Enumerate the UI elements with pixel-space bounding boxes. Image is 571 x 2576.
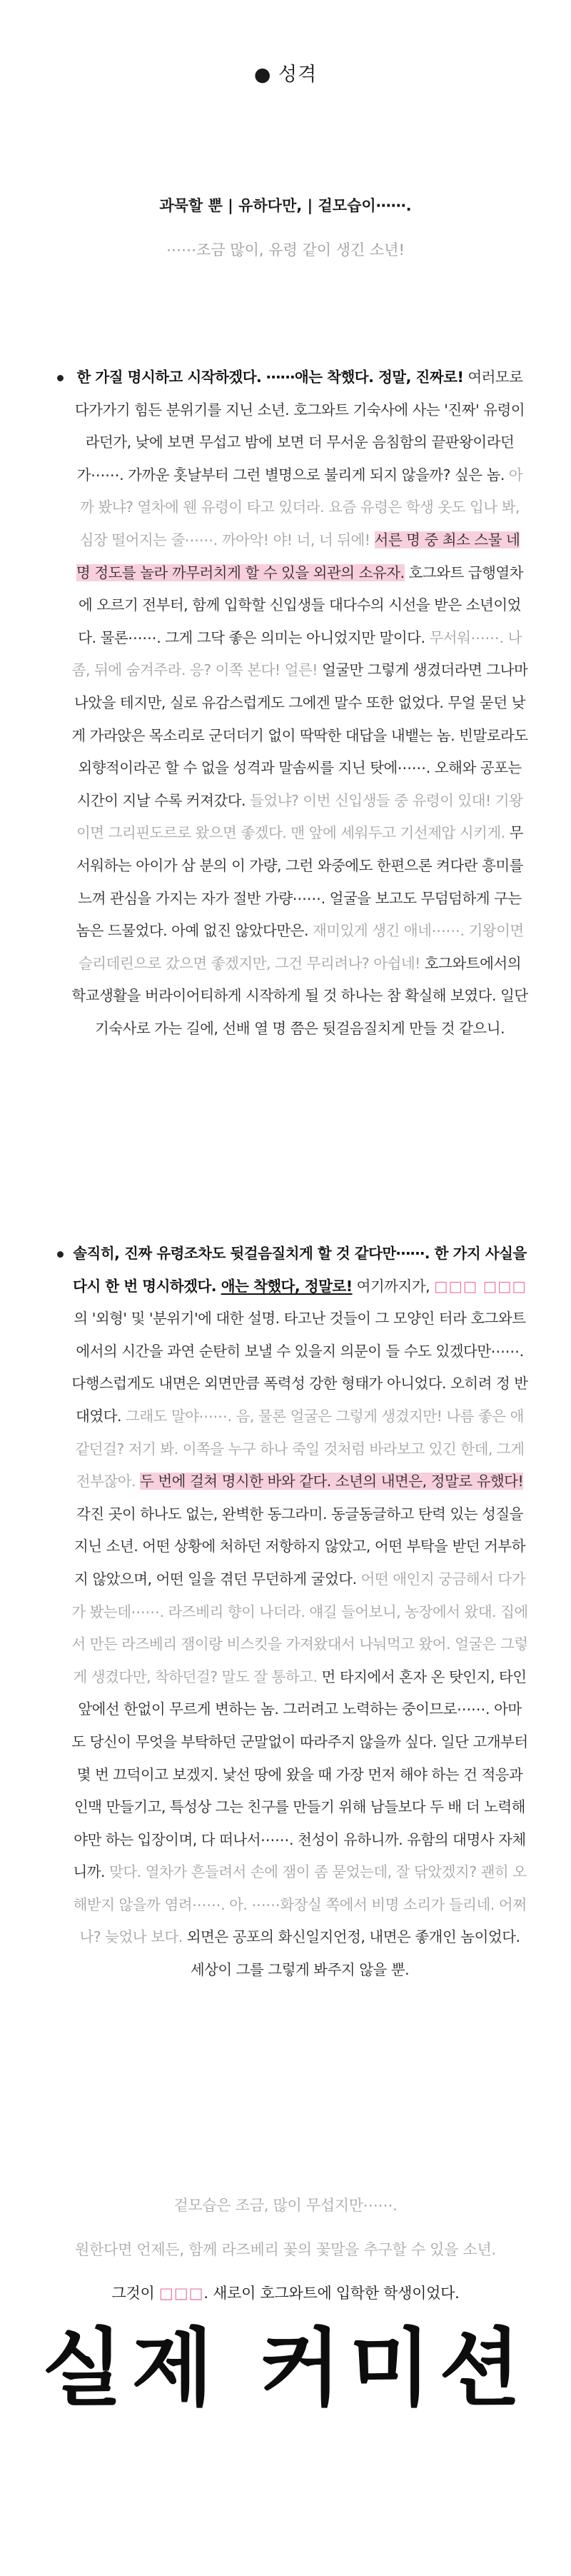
- body-text: 여기까지가,: [352, 1277, 435, 1295]
- closing-text: . 새로이 호그와트에 입학한 학생이었다.: [203, 2285, 460, 2302]
- list-bullet-icon: [57, 1251, 64, 1258]
- section-heading: [0, 59, 571, 86]
- body-text: 호그와트에서의 학교생활을 버라이어티하게 시작하게 될 것 하나는 참 확실해 보였다. 일단 기숙사로 가는 길에, 선배 열 명 쯤은 뒷걸음질치게 만들 것 같으니.: [71, 954, 528, 1037]
- closing-text: 그것이: [111, 2285, 159, 2302]
- heading-title: 성격: [278, 64, 318, 86]
- list-bullet-icon: [57, 375, 64, 381]
- gray-dialogue: 어떤 애인지 궁금해서 다가가 봤는데⋯⋯. 라즈베리 향이 나더라. 얘길 들어보니, 농장에서 왔대. 집에서 만든 라즈베리 잼이랑 비스킷을 가져왔대서 나눠먹고 왔어. 얼굴은 그렇게 생겼다만, 착하던걸? 말도 잘 통하고.: [71, 1570, 528, 1685]
- paragraph-text: [71, 1245, 527, 1978]
- body-text: 아마도 당신이 무엇을 부탁하던 군말없이 따라주지 않을까 싶다.: [71, 1700, 522, 1750]
- gray-dialogue: 들었냐? 이번 신입생들 중 유령이 있대! 기왕이면 그리핀도르로 왔으면 좋겠다. 맨 앞에 세워두고 기선제압 시키게.: [76, 791, 523, 842]
- body-text: 무서워하는 아이가 삼 분의 이 가량, 그런 와중에도 한편으론 켜다란 흥미를 느껴 관심을 가지는 자가 절반 가량⋯⋯. 얼굴을 보고도 무덤덤하게 구는 놈은 드물었다. 아예 없진 않았다만은.: [76, 824, 523, 940]
- paragraph-text: [71, 369, 527, 1037]
- body-text: 호그와트 급행열차에 오르기 전부터, 함께 입학할 신입생들 대다수의 시선을 받은 소년이었다. 물론⋯⋯. 그게 그닥 좋은 의미는 아니었지만 말이다.: [78, 563, 523, 646]
- sub-tagline: ⋯⋯조금 많이, 유령 같이 생긴 소년!: [166, 241, 405, 259]
- closing-line: 겉모습은 조금, 많이 무섭지만⋯⋯.: [173, 2197, 398, 2214]
- body-text: 일단 고개부터 몇 번 끄덕이고 보겠지. 낯선 땅에 왔을 때 가장 먼저 해야 하는 건 적응과 인맥 만들기고, 특성상 그는 친구를 만들기 위해 남들보다 두 배 더 노력해야만 하는 입장이며, 다 떠나서⋯⋯. 천성이 유하니까. 유함의 대명사 자체니까.: [73, 1733, 528, 1881]
- closing-line: 원한다면 언제든, 함께 라즈베리 꽃의 꽃말을 추구할 수 있을 소년.: [75, 2240, 496, 2258]
- closing-block: [0, 2184, 571, 2316]
- body-text: 외면은 공포의 화신일지언정, 내면은 좋개인 놈이었다. 세상이 그를 그렇게 봐주지 않을 뿐.: [186, 1928, 520, 1979]
- bold-underlined-phrase: 애는 착했다, 정말로!: [221, 1277, 353, 1295]
- body-text: 먼 타지에서 혼자 온 탓인지, 타인 앞에선 한없이 무르게 변하는 놈. 그러려고 노력하는 중이므로⋯⋯.: [78, 1668, 527, 1718]
- body-text: 여러모로 다가가기 힘든 분위기를 지닌 소년. 호그와트 기숙사에 사는 '진짜' 유령이라던가, 낮에 보면 무섭고 밤에 보면 더 무서운 음침함의 끝판왕이라던가⋯⋯. 가까운 홋날부터 그런 별명으로 불리게 되지 않을까? 싶은 놈.: [74, 369, 525, 483]
- highlighted-phrase: 두 번에 걸쳐 명시한 바와 같다. 소년의 내면은, 정말로 유했다!: [140, 1473, 524, 1490]
- closing-line: [0, 2272, 571, 2316]
- body-text: 얼굴만 그렇게 생겼더라면 그나마 나았을 테지만, 실로 유감스럽게도 그에겐 말수 또한 없었다. 무얼 묻던 낮게 가라앉은 목소리로 군더더기 없이 딱딱한 대답을 내뱉는 놈. 빈말로라도 외향적이라곤 할 수 없을 성격과 말솜씨를 지닌 탓에⋯⋯. 오해와 공포는 시간이 지날 수록 커져갔다.: [71, 661, 528, 809]
- bold-phrase: 솔직히, 진짜 유령조차도 뒷걸음질치게 할 것 같다만⋯⋯. 한 가지 사실을 다시 한 번 명시하겠다.: [73, 1245, 527, 1295]
- paragraph-personality: [71, 1238, 528, 1987]
- character-name: □□□ □□□: [434, 1277, 527, 1295]
- gray-dialogue: 재미있게 생긴 애네⋯⋯. 기왕이면 슬리데린으로 갔으면 좋겠지만, 그건 무리려나? 아쉽네!: [78, 922, 524, 972]
- bold-phrase: 한 가질 명시하고 시작하겠다. ⋯⋯애는 착했다. 정말, 진짜로!: [76, 369, 464, 386]
- gray-dialogue: 아까 봤냐? 열차에 웬 유령이 타고 있더라. 요즘 유령은 학생 옷도 입나 봐, 심장 떨어지는 줄⋯⋯. 까아악! 야! 너, 너 뒤에!: [79, 466, 523, 548]
- gray-dialogue: 맞다. 열차가 흔들려서 손에 잼이 좀 묻었는데, 잘 닦았겠지? 괜히 오해받지 않을까 염려⋯⋯. 아. ⋯⋯화장실 쪽에서 비명 소리가 들리네. 어쩌나? 늦었나 보다.: [73, 1863, 527, 1946]
- body-text: 각진 곳이 하나도 없는, 완벽한 동그라미. 동글동글하고 탄력 있는 성질을 지닌 소년. 어떤 상황에 처하던 저항하지 않았고, 어떤 부탁을 받던 거부하지 않았으며, 어떤 일을 겪던 무던하게 굴었다.: [74, 1505, 525, 1588]
- paragraph-appearance: [71, 361, 528, 1045]
- highlighted-phrase: 서른 명 중 최소 스물 네 명 정도를 놀라 까무러치게 할 수 있을 외관의 소유자.: [76, 531, 520, 581]
- body-text: 의 '외형' 및 '분위기'에 대한 설명. 타고난 것들이 그 모양인 터라 호그와트에서의 시간을 과연 순탄히 보낼 수 있을지 의문이 들 수도 있겠다만⋯⋯. 다행스럽게도 내면은 외면만큼 폭력성 강한 형태가 아니었다. 오히려 정 반대였다.: [71, 1310, 528, 1425]
- gray-dialogue: 그래도 말야⋯⋯. 음, 물론 얼굴은 그렇게 생겼지만! 나름 좋은 애 같던걸? 저기 봐. 이쪽을 누구 하나 죽일 것처럼 바라보고 있긴 한데, 그게 전부잖아.: [75, 1407, 525, 1490]
- actual-commission-stamp: 실제 커미션: [41, 2319, 530, 2417]
- character-name: □□□: [158, 2285, 204, 2302]
- keyword-tagline: 과묵할 뿐 | 유하다만, | 겉모습이⋯⋯.: [159, 197, 412, 214]
- heading-bullet: ●: [253, 64, 272, 86]
- gray-dialogue: 무서워⋯⋯. 나 좀, 뒤에 숨겨주라. 응? 이쪽 본다! 얼른!: [71, 628, 522, 679]
